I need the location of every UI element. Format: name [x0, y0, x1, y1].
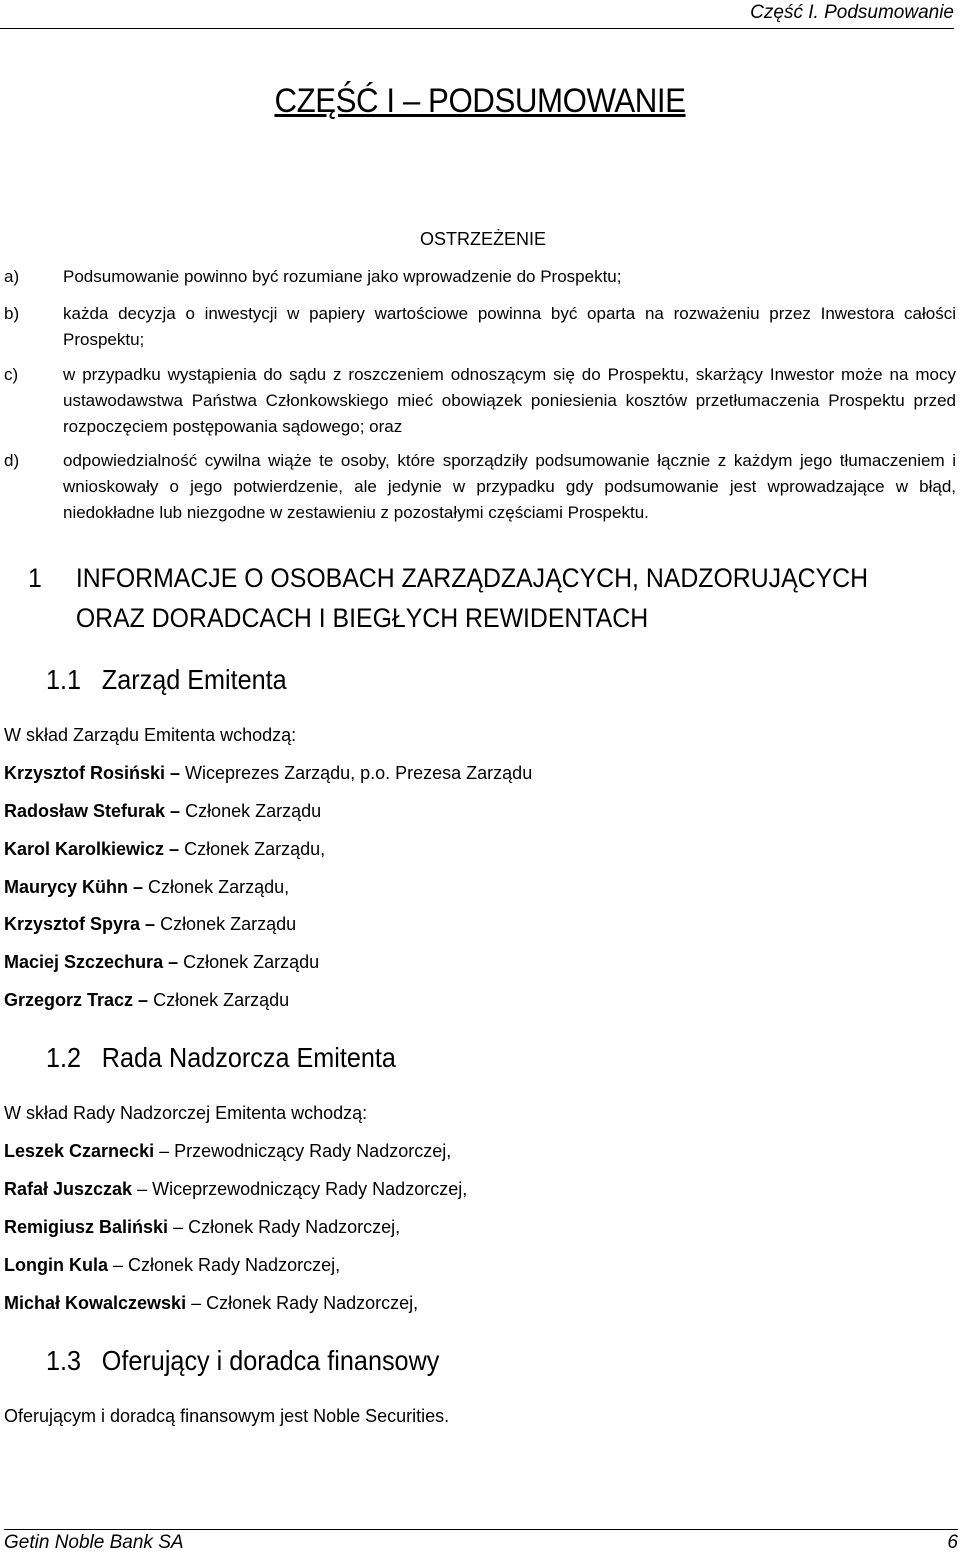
supervisory-member — [4, 1217, 400, 1238]
member-role: – Członek Rady Nadzorczej, — [107, 1255, 341, 1275]
member-name: Krzysztof Rosiński – — [4, 763, 181, 783]
board-member — [4, 801, 321, 822]
page-title: CZĘŚĆ I – PODSUMOWANIE — [274, 82, 686, 120]
member-role: – Członek Rady Nadzorczej, — [168, 1217, 401, 1237]
member-name: Maciej Szczechura – — [4, 952, 179, 972]
section-1-3-heading — [46, 1345, 439, 1377]
item-letter: c) — [4, 365, 19, 384]
member-name: Leszek Czarnecki — [4, 1141, 155, 1161]
warning-item-c — [4, 362, 956, 440]
section-1-2-heading — [46, 1042, 396, 1074]
board-member — [4, 990, 289, 1011]
member-name: Grzegorz Tracz – — [4, 990, 149, 1010]
member-role: Członek Zarządu — [178, 952, 320, 972]
section-title: INFORMACJE O OSOBACH ZARZĄDZAJĄCYCH, NADZORUJĄCYCH ORAZ DORADCACH I BIEGŁYCH REWIDENTACH — [75, 563, 869, 633]
member-role: – Członek Rady Nadzorczej, — [186, 1293, 419, 1313]
member-name: Rafał Juszczak — [4, 1179, 133, 1199]
member-role: Wiceprezes Zarządu, p.o. Prezesa Zarządu — [180, 763, 533, 783]
subsection-title: Oferujący i doradca finansowy — [101, 1345, 440, 1376]
member-name: Maurycy Kühn – — [4, 877, 144, 897]
section-number: 1 — [28, 563, 42, 593]
member-role: Członek Zarządu — [180, 801, 322, 821]
footer-company: Getin Noble Bank SA — [4, 1532, 184, 1553]
supervisory-member — [4, 1179, 467, 1200]
item-letter: d) — [4, 451, 20, 470]
board-member — [4, 914, 296, 935]
member-name: Krzysztof Spyra – — [4, 914, 156, 934]
board-member — [4, 877, 289, 898]
subsection-title: Rada Nadzorcza Emitenta — [101, 1042, 396, 1073]
member-role: Członek Zarządu — [148, 990, 290, 1010]
member-role: – Przewodniczący Rady Nadzorczej, — [154, 1141, 452, 1161]
member-name: Longin Kula — [4, 1255, 108, 1275]
member-name: Remigiusz Baliński — [4, 1217, 169, 1237]
item-letter: b) — [4, 304, 20, 323]
board-intro: W skład Zarządu Emitenta wchodzą: — [4, 725, 297, 745]
supervisory-intro: W skład Rady Nadzorczej Emitenta wchodzą: — [4, 1103, 368, 1123]
section-1-heading — [28, 558, 884, 638]
board-member — [4, 839, 325, 860]
board-member — [4, 763, 532, 784]
supervisory-member — [4, 1141, 451, 1162]
subsection-number: 1.2 — [46, 1042, 82, 1073]
subsection-title: Zarząd Emitenta — [101, 664, 287, 695]
member-role: Członek Zarządu, — [179, 839, 326, 859]
member-role: Członek Zarządu, — [143, 877, 290, 897]
member-name: Michał Kowalczewski — [4, 1293, 187, 1313]
running-header-title: Część I. Podsumowanie — [750, 2, 954, 23]
supervisory-member — [4, 1293, 418, 1314]
warning-item-a — [4, 264, 956, 290]
warning-item-d — [4, 448, 956, 526]
supervisory-member — [4, 1255, 340, 1276]
board-member — [4, 952, 319, 973]
subsection-number: 1.3 — [46, 1345, 82, 1376]
subsection-number: 1.1 — [46, 664, 82, 695]
running-header — [0, 2, 954, 29]
member-role: – Wiceprzewodniczący Rady Nadzorczej, — [132, 1179, 468, 1199]
offeror-text: Oferującym i doradcą finansowym jest Noble Securities. — [4, 1406, 450, 1426]
item-letter: a) — [4, 267, 20, 286]
warning-title: OSTRZEŻENIE — [420, 229, 547, 249]
item-text: w przypadku wystąpienia do sądu z roszczeniem odnoszącym się do Prospektu, skarżący Inwestor może na mocy ustawodawstwa Państwa Członkowskiego mieć obowiązek poniesienia kosztów przetłumaczenia Prospektu przed rozpoczęciem postępowania sądowego; oraz — [63, 365, 956, 436]
item-text: każda decyzja o inwestycji w papiery wartościowe powinna być oparta na rozważeniu przez Inwestora całości Prospektu; — [63, 304, 956, 349]
member-name: Karol Karolkiewicz – — [4, 839, 180, 859]
item-text: odpowiedzialność cywilna wiąże te osoby, które sporządziły podsumowanie łącznie z każdym jego tłumaczeniem i wnioskowały o jego potwierdzenie, ale jedynie w przypadku gdy podsumowanie jest wprowadzające w błąd, niedokładne lub niezgodne w zestawieniu z pozostałymi częściami Prospektu. — [63, 451, 956, 522]
member-role: Członek Zarządu — [155, 914, 297, 934]
item-text: Podsumowanie powinno być rozumiane jako wprowadzenie do Prospektu; — [63, 267, 622, 286]
warning-item-b — [4, 301, 956, 353]
section-1-1-heading — [46, 664, 287, 696]
page-footer — [4, 1529, 958, 1554]
member-name: Radosław Stefurak – — [4, 801, 181, 821]
page-number: 6 — [947, 1532, 958, 1553]
